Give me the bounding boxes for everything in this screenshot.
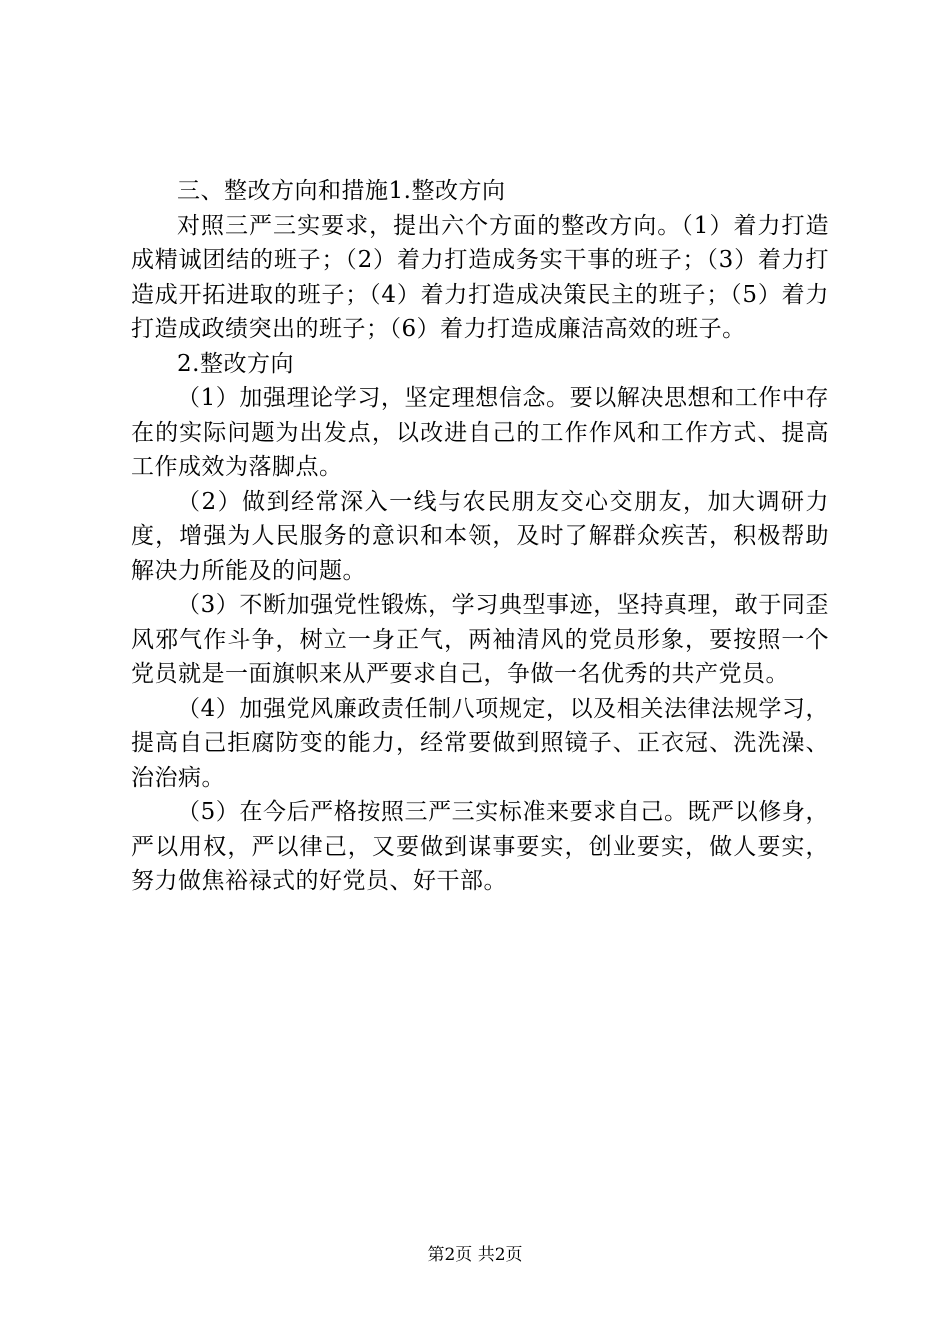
subsection-heading: 2.整改方向: [177, 350, 294, 377]
paragraph-item-1: （1）加强理论学习，坚定理想信念。要以解决思想和工作中存在的实际问题为出发点，以改进自己的工作作风和工作方式、提高工作成效为落脚点。: [131, 385, 829, 480]
paragraph-item-5: （5）在今后严格按照三严三实标准来要求自己。既严以修身，严以用权，严以律己，又要做到谋事要实，创业要实，做人要实，努力做焦裕禄式的好党员、好干部。: [131, 799, 829, 894]
section-heading: 三、整改方向和措施1.整改方向: [177, 178, 506, 204]
document-body: [131, 174, 829, 899]
paragraph-item-2: （2）做到经常深入一线与农民朋友交心交朋友，加大调研力度，增强为人民服务的意识和本领，及时了解群众疾苦，积极帮助解决力所能及的问题。: [131, 488, 829, 584]
paragraph-item-3: （3）不断加强党性锻炼，学习典型事迹，坚持真理，敢于同歪风邪气作斗争，树立一身正气，两袖清风的党员形象，要按照一个党员就是一面旗帜来从严要求自己，争做一名优秀的共产党员。: [131, 592, 829, 687]
page-footer: 第2页 共2页: [427, 1245, 523, 1265]
paragraph-rectification-directions: 对照三严三实要求，提出六个方面的整改方向。（1）着力打造成精诚团结的班子；（2）着力打造成务实干事的班子；（3）着力打造成开拓进取的班子；（4）着力打造成决策民主的班子；（5）着力打造成政绩突出的班子；（6）着力打造成廉洁高效的班子。: [131, 212, 829, 342]
paragraph-item-4: （4）加强党风廉政责任制八项规定，以及相关法律法规学习，提高自己拒腐防变的能力，经常要做到照镜子、正衣冠、洗洗澡、治治病。: [131, 695, 829, 791]
